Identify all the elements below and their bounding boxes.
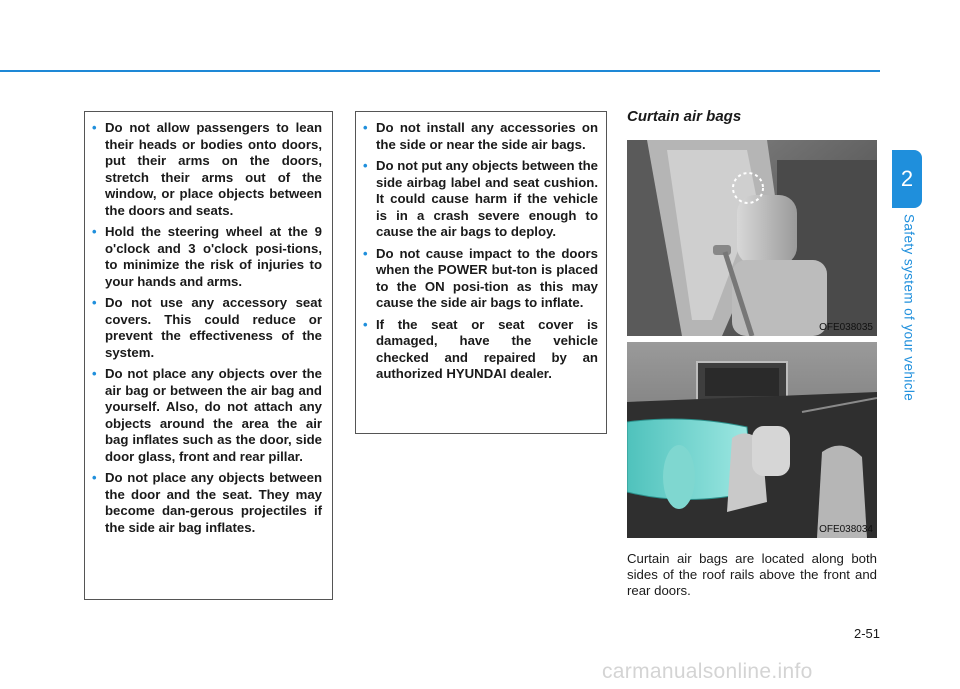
- curtain-airbag-illustration: [627, 342, 877, 538]
- warning-text: Do not use any accessory seat covers. This could reduce or prevent the effectiveness of the system.: [105, 295, 322, 360]
- bullet-icon: •: [92, 224, 97, 239]
- image-caption: OFE038034: [819, 524, 873, 535]
- warning-item: [362, 317, 598, 383]
- warning-text: Do not cause impact to the doors when the POWER but-ton is placed to the ON posi-tion as this may cause the side air bags to inflate.: [376, 245, 598, 310]
- curtain-airbag-photo: [627, 342, 877, 538]
- warning-item: [91, 470, 322, 536]
- header-rule: [0, 70, 880, 72]
- bullet-icon: •: [363, 245, 368, 261]
- chapter-number-tab[interactable]: [892, 150, 922, 208]
- chapter-title: Safety system of your vehicle: [901, 214, 917, 402]
- bullet-icon: •: [92, 120, 97, 135]
- bullet-icon: •: [92, 366, 97, 381]
- bullet-icon: •: [363, 120, 368, 135]
- bullet-icon: •: [92, 470, 97, 485]
- watermark-link[interactable]: carmanualsonline.info: [602, 660, 813, 683]
- warning-text: Do not install any accessories on the side or near the side air bags.: [376, 120, 598, 152]
- warning-list-left: [91, 120, 322, 536]
- section-heading: Curtain air bags: [627, 108, 742, 125]
- bullet-icon: •: [92, 295, 97, 310]
- chapter-title-container: [895, 210, 923, 406]
- warning-item: [91, 295, 322, 361]
- warning-item: [91, 224, 322, 290]
- chapter-number: 2: [900, 166, 914, 191]
- pillar-illustration: [627, 140, 877, 336]
- warning-text: If the seat or seat cover is damaged, have the vehicle checked and repaired by an authorized HYUNDAI dealer.: [376, 316, 598, 381]
- page-number: 2-51: [853, 626, 880, 641]
- bullet-icon: •: [363, 316, 368, 332]
- interior-pillar-photo: [627, 140, 877, 336]
- warning-item: [362, 120, 598, 153]
- warning-text: Do not allow passengers to lean their heads or bodies onto doors, put their arms on the doors, stretch their arms out of the window, or place objects between the doors and seats.: [105, 120, 322, 218]
- section-body-text: Curtain air bags are located along both sides of the roof rails above the front and rear doors.: [627, 551, 877, 598]
- warning-item: [91, 366, 322, 465]
- warning-box-left: [84, 111, 333, 600]
- warning-box-middle: [355, 111, 607, 434]
- warning-text: Do not put any objects between the side airbag label and seat cushion. It could cause harm if the vehicle is in a crash severe enough to cause the air bags to deploy.: [376, 158, 599, 239]
- warning-text: Do not place any objects over the air bag or between the air bag and yourself. Also, do not attach any objects around the area the air bag inflates such as the door, side door glass, front and rear pillar.: [105, 366, 322, 464]
- warning-item: [91, 120, 322, 219]
- warning-text: Hold the steering wheel at the 9 o'clock and 3 o'clock posi-tions, to minimize the risk of injuries to your hands and arms.: [105, 224, 322, 289]
- warning-item: [362, 246, 598, 312]
- warning-text: Do not place any objects between the door and the seat. They may become dan-gerous projectiles if the side air bag inflates.: [105, 470, 322, 535]
- bullet-icon: •: [363, 158, 368, 173]
- warning-item: [362, 158, 598, 241]
- image-caption: OFE038035: [819, 322, 873, 333]
- warning-list-middle: [362, 120, 598, 383]
